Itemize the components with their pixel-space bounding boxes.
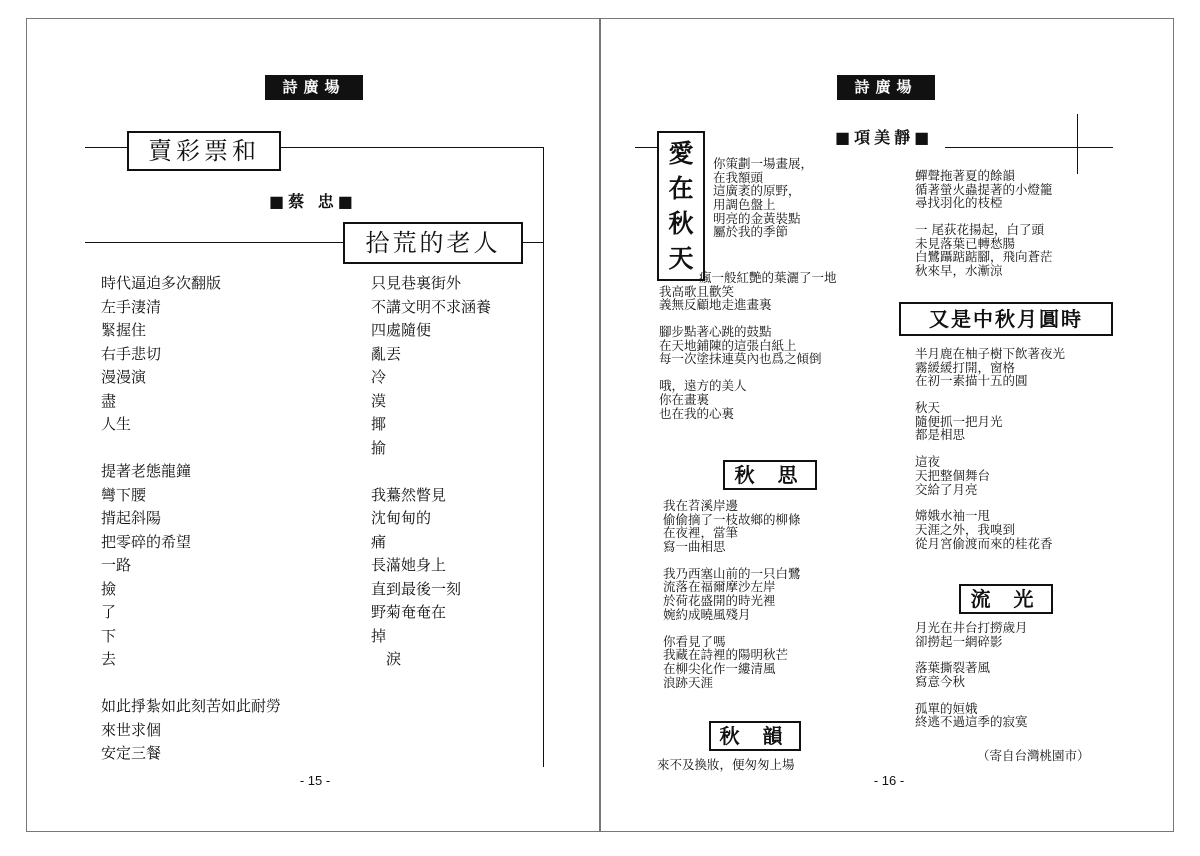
- poem-title: 拾荒的老人: [343, 222, 523, 264]
- section-label: 詩廣場: [265, 75, 363, 100]
- poem-line: 左手淒清: [101, 297, 162, 316]
- poem-line: 嫦娥水袖一甩: [915, 508, 991, 524]
- poem-line: 屬於我的季節: [713, 224, 789, 240]
- poem-line: 在天地鋪陳的這張白紙上: [659, 337, 797, 353]
- poem-line: 隨便抓一把月光: [915, 413, 1003, 429]
- page-number: - 15 -: [299, 773, 331, 788]
- frame-line-corner: [1077, 114, 1078, 174]
- poem-line: 了: [101, 603, 117, 621]
- poem-line: 天涯之外，我嗅到: [915, 521, 1016, 537]
- series-title: 賣彩票和: [127, 131, 281, 171]
- poem-line: 終逃不過這季的寂寞: [915, 714, 1028, 730]
- poem-stanza: [915, 169, 1053, 278]
- subtitle-zhongqiu: 又是中秋月圓時: [899, 302, 1113, 336]
- poem-line: [101, 437, 281, 461]
- poem-line: 在夜裡，當筆: [663, 525, 739, 541]
- poem-line: 用調色盤上: [713, 197, 776, 213]
- poem-line: 我乃西塞山前的一只白鷺: [663, 565, 801, 581]
- title-char: 秋: [668, 209, 694, 238]
- poem-line: 只見巷裏街外: [371, 274, 462, 292]
- poem-line: 你策劃一場畫展，: [713, 156, 814, 171]
- author-name: ■項美靜■: [835, 128, 934, 147]
- poem-line: 交給了月亮: [915, 481, 978, 497]
- frame-line-top-left: [85, 147, 127, 148]
- poem-line: 尋找羽化的枝椏: [915, 195, 1003, 211]
- poem-line: 揹起斜陽: [101, 509, 162, 527]
- poem-line: 安定三餐: [101, 744, 162, 762]
- poem-line: 我在苕溪岸邊: [663, 498, 739, 513]
- frame-line-middle-left: [85, 242, 343, 243]
- poem-line: 撿: [101, 579, 117, 598]
- poem-stanza: [713, 157, 813, 239]
- poem-stanza: [915, 621, 1028, 729]
- poem-line: 長滿她身上: [371, 556, 447, 574]
- poem-line: 義無反顧地走進畫裏: [659, 297, 772, 313]
- poem-line: 瘋一般紅艷的葉灑了一地: [699, 270, 837, 285]
- poem-line: 緊握住: [101, 321, 147, 339]
- poem-line: 來不及換妝，便匆匆上場: [657, 757, 795, 772]
- right-page: [600, 18, 1174, 832]
- poem-line: [101, 672, 281, 696]
- poem-line: 沈甸甸的: [371, 509, 432, 527]
- poem-line: 我高歌且歡笑: [659, 283, 735, 299]
- poem-line: 淚: [371, 650, 402, 668]
- poem-line: 秋來早，水漸涼: [915, 263, 1003, 279]
- poem-line: 每一次塗抹連莫內也爲之傾倒: [659, 351, 822, 367]
- poem-line: 右手悲切: [101, 344, 162, 363]
- poem-stanza: [657, 758, 795, 772]
- poem-line: 寫一曲相思: [663, 539, 726, 555]
- poem-line: 循著螢火蟲提著的小燈籠: [915, 181, 1053, 197]
- frame-line-top: [945, 147, 1113, 148]
- poem-line: [663, 622, 801, 635]
- poem-stanza: [659, 271, 837, 420]
- poem-line: 都是相思: [915, 427, 966, 443]
- subtitle-qiusi: 秋 思: [723, 460, 817, 490]
- poem-line: 婉約成曉風殘月: [663, 606, 751, 622]
- poem-line: 未見落葉已轉愁腸: [915, 235, 1016, 251]
- subtitle-liuguang: 流 光: [959, 584, 1053, 614]
- frame-line-middle-right: [523, 242, 543, 243]
- poem-line: 一路: [101, 556, 132, 574]
- poem-line: 一 尾荻花揚起，白了頭: [915, 222, 1044, 238]
- poem-line: 我驀然瞥見: [371, 485, 447, 504]
- poem-line: 卻撈起一網碎影: [915, 633, 1003, 649]
- poem-line: 浪跡天涯: [663, 674, 714, 690]
- title-char: 天: [668, 244, 694, 273]
- poem-line: 明亮的金黃裝點: [713, 210, 801, 226]
- poem-line: 哦，遠方的美人: [659, 378, 747, 394]
- poem-line: 野菊奄奄在: [371, 603, 447, 621]
- frame-line-top-left: [635, 147, 657, 148]
- poem-line: 四處隨便: [371, 321, 432, 339]
- poem-line: 痛: [371, 532, 387, 551]
- poem-line: 蟬聲拖著夏的餘韻: [915, 168, 1016, 183]
- title-char: 愛: [668, 139, 694, 168]
- poem-line: 來世求個: [101, 720, 162, 739]
- poem-line: 在我額頭: [713, 169, 764, 185]
- page-number: - 16 -: [873, 773, 905, 788]
- poem-line: 也在我的心裏: [659, 405, 735, 421]
- poem-line: 掉: [371, 626, 387, 645]
- poem-line: [371, 460, 491, 484]
- poem-line: 孤單的姮娥: [915, 700, 978, 716]
- poem-line: 流落在福爾摩沙左岸: [663, 579, 776, 595]
- poem-line: 如此掙紮如此刻苦如此耐勞: [101, 697, 282, 715]
- poem-line: 提著老態龍鐘: [101, 462, 192, 480]
- left-page: [26, 18, 600, 832]
- poem-line: 半月鹿在柚子樹下飲著夜光: [915, 346, 1066, 361]
- poem-line: 這廣袤的原野，: [713, 183, 801, 199]
- frame-line-right: [543, 147, 544, 767]
- poem-line: 霧緩緩打開，窗格: [915, 359, 1016, 375]
- poem-line: 我藏在詩裡的陽明秋芒: [663, 647, 789, 663]
- poem-column-1: [101, 272, 281, 766]
- poem-line: 彎下腰: [101, 485, 147, 504]
- poem-line: 秋天: [915, 400, 941, 416]
- poem-stanza: [915, 347, 1065, 550]
- poem-line: 漫漫演: [101, 368, 147, 386]
- poem-line: 盡: [101, 391, 117, 410]
- poem-line: 落葉撕裂著風: [915, 660, 991, 676]
- poem-line: 揶: [371, 415, 387, 433]
- poem-line: 把零碎的希望: [101, 532, 192, 551]
- frame-line-top-right: [281, 147, 543, 148]
- poem-line: 時代逼迫多次翻版: [101, 274, 222, 292]
- poem-column-2: [371, 272, 491, 672]
- poem-line: 你看見了嗎: [663, 633, 726, 649]
- poem-line: [915, 689, 1028, 702]
- poem-line: 從月宮偷渡而來的桂花香: [915, 535, 1053, 551]
- poem-line: 下: [101, 626, 117, 645]
- poem-line: 揄: [371, 438, 387, 457]
- poem-line: 這夜: [915, 454, 941, 470]
- poem-line: 漠: [371, 391, 387, 410]
- poem-line: 人生: [101, 415, 132, 433]
- poem-title-vertical: [657, 131, 705, 281]
- poem-line: 亂丟: [371, 344, 402, 363]
- poem-line: 天把整個舞台: [915, 467, 991, 483]
- poem-line: 直到最後一刻: [371, 579, 462, 598]
- poem-line: 去: [101, 650, 117, 668]
- poem-line: 月光在井台打撈歲月: [915, 620, 1028, 635]
- title-char: 在: [668, 174, 694, 203]
- poem-line: 於荷花盛開的時光裡: [663, 593, 776, 609]
- poem-line: 白鷺躡踮踮腳，飛向蒼茫: [915, 249, 1053, 265]
- subtitle-qiuyun: 秋 韻: [709, 721, 801, 751]
- poem-line: 腳步點著心跳的鼓點: [659, 324, 772, 340]
- poem-stanza: [663, 499, 801, 689]
- poem-line: 寫意今秋: [915, 674, 966, 690]
- poem-line: 不講文明不求涵養: [371, 297, 492, 316]
- poem-line: 在初一素描十五的圓: [915, 373, 1028, 389]
- author-name: ■蔡 忠■: [269, 192, 357, 211]
- poem-line: 你在畫裏: [659, 391, 710, 407]
- section-label: 詩廣場: [837, 75, 935, 100]
- poem-line: 冷: [371, 368, 387, 386]
- poem-line: 在柳尖化作一縷清風: [663, 660, 776, 676]
- author-location: （寄自台灣桃園市）: [977, 748, 1090, 763]
- poem-line: [663, 554, 801, 567]
- poem-line: 偷偷摘了一枝故鄉的柳條: [663, 511, 801, 527]
